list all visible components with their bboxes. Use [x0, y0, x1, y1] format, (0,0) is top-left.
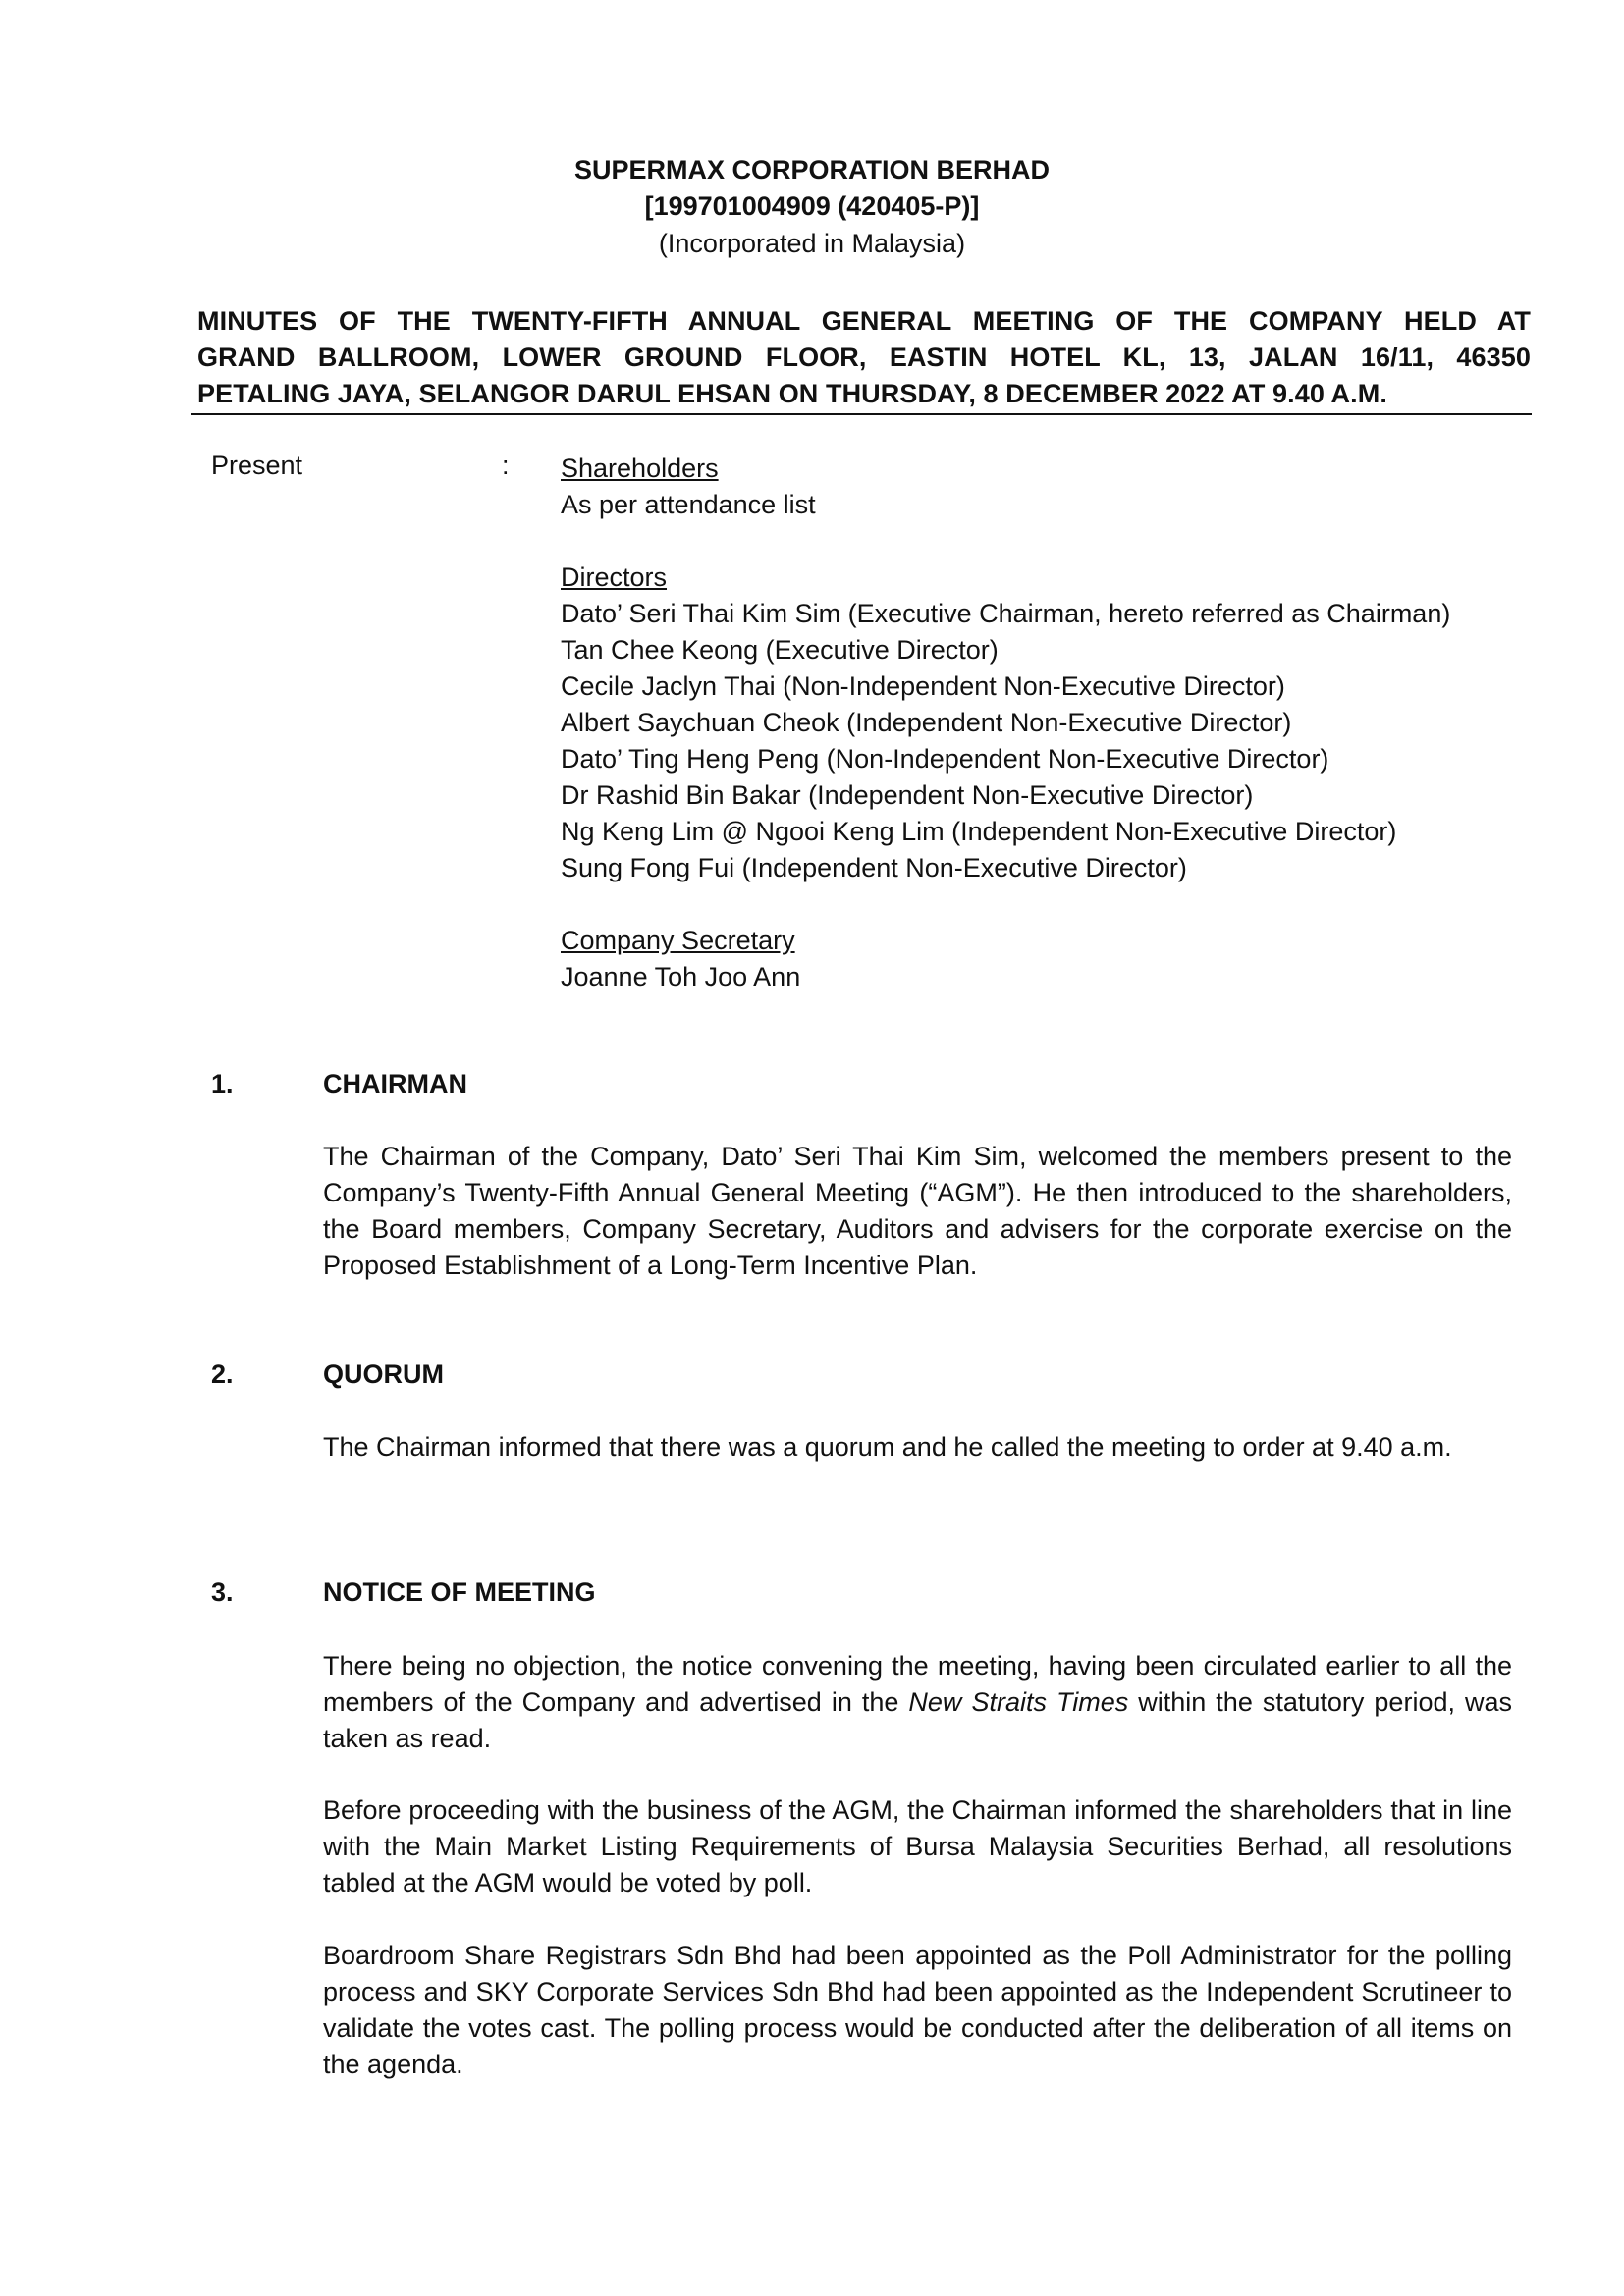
section-number: 3.	[211, 1577, 234, 1607]
incorporation-note: (Incorporated in Malaysia)	[658, 229, 966, 258]
director-item: Dr Rashid Bin Bakar (Independent Non-Executive Director)	[561, 780, 1254, 810]
section-number: 1.	[211, 1069, 234, 1098]
section-title-notice-of-meeting: NOTICE OF MEETING	[323, 1577, 596, 1607]
minutes-title	[197, 303, 1531, 412]
spacer	[561, 523, 1543, 560]
director-item: Dato’ Ting Heng Peng (Non-Independent Non-Executive Director)	[561, 744, 1329, 774]
minutes-title-line: MINUTES OF THE TWENTY-FIFTH ANNUAL GENERAL MEETING OF THE COMPANY HELD AT	[197, 306, 1531, 336]
minutes-title-line: PETALING JAYA, SELANGOR DARUL EHSAN ON THURSDAY, 8 DECEMBER 2022 AT 9.40 A.M.	[197, 379, 1387, 408]
present-colon: :	[502, 451, 510, 480]
company-secretary-name: Joanne Toh Joo Ann	[561, 962, 801, 991]
notice-paragraph-1-text-end: within the statutory period, was taken as read.	[323, 1687, 1513, 1753]
company-name: SUPERMAX CORPORATION BERHAD	[573, 155, 1051, 185]
notice-paragraph-1-text: There being no objection, the notice convening the meeting, having been circulated earlier to all the members of the Company and advertised in the	[323, 1651, 1512, 1717]
spacer	[561, 886, 1543, 923]
director-item: Sung Fong Fui (Independent Non-Executive Director)	[561, 853, 1187, 882]
section-number: 2.	[211, 1360, 234, 1389]
quorum-paragraph: The Chairman informed that there was a quorum and he called the meeting to order at 9.40 a.m.	[323, 1432, 1452, 1462]
company-registration-number: [199701004909 (420405-P)]	[644, 191, 980, 221]
directors-heading: Directors	[561, 562, 668, 592]
director-item: Dato’ Seri Thai Kim Sim (Executive Chairman, hereto referred as Chairman)	[561, 599, 1451, 628]
minutes-title-line: GRAND BALLROOM, LOWER GROUND FLOOR, EASTIN HOTEL KL, 13, JALAN 16/11, 46350	[197, 343, 1531, 372]
attendance-block	[561, 451, 1543, 995]
title-underline-rule	[191, 413, 1532, 415]
section-title-chairman: CHAIRMAN	[323, 1069, 467, 1098]
notice-paragraph-2: Before proceeding with the business of the AGM, the Chairman informed the shareholders that in line with the Main Market Listing Requirements of Bursa Malaysia Securities Berhad, all resolutions tabled at the AGM would be voted by poll.	[323, 1795, 1512, 1897]
director-item: Albert Saychuan Cheok (Independent Non-Executive Director)	[561, 708, 1292, 737]
newspaper-name: New Straits Times	[908, 1687, 1129, 1717]
shareholders-text: As per attendance list	[561, 490, 816, 519]
director-item: Cecile Jaclyn Thai (Non-Independent Non-Executive Director)	[561, 671, 1285, 701]
director-item: Ng Keng Lim @ Ngooi Keng Lim (Independent Non-Executive Director)	[561, 817, 1397, 846]
notice-paragraph-1	[323, 1648, 1512, 1757]
section-title-quorum: QUORUM	[323, 1360, 444, 1389]
chairman-paragraph: The Chairman of the Company, Dato’ Seri Thai Kim Sim, welcomed the members present to the Company’s Twenty-Fifth Annual General Meeting (“AGM”). He then introduced to the shareholders, the Board members, Company Secretary, Auditors and advisers for the corporate exercise on the Proposed Establishment of a Long-Term Incentive Plan.	[323, 1142, 1512, 1280]
notice-paragraph-3: Boardroom Share Registrars Sdn Bhd had been appointed as the Poll Administrator for the polling process and SKY Corporate Services Sdn Bhd had been appointed as the Independent Scrutineer to validate the votes cast. The polling process would be conducted after the deliberation of all items on the agenda.	[323, 1941, 1512, 2079]
company-secretary-heading: Company Secretary	[561, 926, 795, 955]
present-label: Present	[211, 451, 303, 480]
director-item: Tan Chee Keong (Executive Director)	[561, 635, 999, 665]
shareholders-heading: Shareholders	[561, 454, 719, 483]
